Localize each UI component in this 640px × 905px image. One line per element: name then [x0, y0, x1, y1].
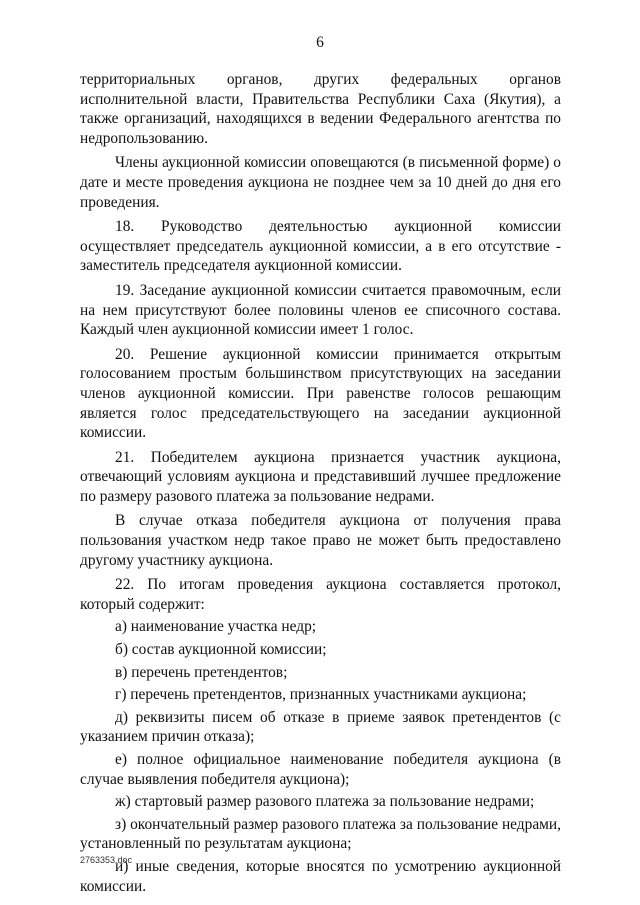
list-item: д) реквизиты писем об отказе в приеме заявок претендентов (с указанием причин отказа);	[80, 708, 561, 746]
list-item: а) наименование участка недр;	[115, 618, 317, 636]
paragraph: Члены аукционной комиссии оповещаются (в письменной форме) о дате и месте проведения аукциона не позднее чем за 10 дней до дня его проведения.	[80, 154, 561, 211]
list-item: е) полное официальное наименование победителя аукциона (в случае выявления победителя аукциона);	[80, 751, 561, 788]
list-item: в) перечень претендентов;	[115, 663, 288, 681]
list-item: и) иные сведения, которые вносятся по усмотрению аукционной комиссии.	[80, 857, 561, 895]
footer-filename: 2763353.doc	[80, 855, 133, 865]
paragraph-19: 19. Заседание аукционной комиссии считается правомочным, если на нем присутствуют более половины членов ее списочного состава. Каждый член аукционной комиссии имеет 1 голос.	[80, 281, 561, 339]
paragraph-22: 22. По итогам проведения аукциона составляется протокол, который содержит:	[80, 576, 561, 613]
paragraph: В случае отказа победителя аукциона от получения права пользования участком недр такое право не может быть предоставлено другому участнику аукциона.	[80, 512, 561, 569]
page-number: 6	[316, 34, 324, 51]
paragraph-20: 20. Решение аукционной комиссии принимается открытым голосованием простым большинством присутствующих на заседании членов аукционной комиссии. При равенстве голосов решающим является голос председательствующего на заседании аукционной комиссии.	[80, 345, 561, 442]
list-item: б) состав аукционной комиссии;	[115, 641, 327, 659]
paragraph-continuation: территориальных органов, других федеральных органов исполнительной власти, Правительства Республики Саха (Якутия), а также организаций, находящихся в ведении Федерального агентства по недропользованию.	[80, 71, 561, 147]
paragraph-18: 18. Руководство деятельностью аукционной комиссии осуществляет председатель аукционной комиссии, а в его отсутствие - заместитель председателя аукционной комиссии.	[80, 218, 561, 275]
document-body	[80, 70, 561, 896]
paragraph-21: 21. Победителем аукциона признается участник аукциона, отвечающий условиям аукциона и представивший лучшее предложение по размеру разового платежа за пользование недрами.	[80, 448, 561, 505]
list-item: з) окончательный размер разового платежа за пользование недрами, установленный по результатам аукциона;	[80, 815, 561, 853]
list-item: г) перечень претендентов, признанных участниками аукциона;	[115, 686, 527, 704]
list-item: ж) стартовый размер разового платежа за пользование недрами;	[115, 793, 535, 811]
